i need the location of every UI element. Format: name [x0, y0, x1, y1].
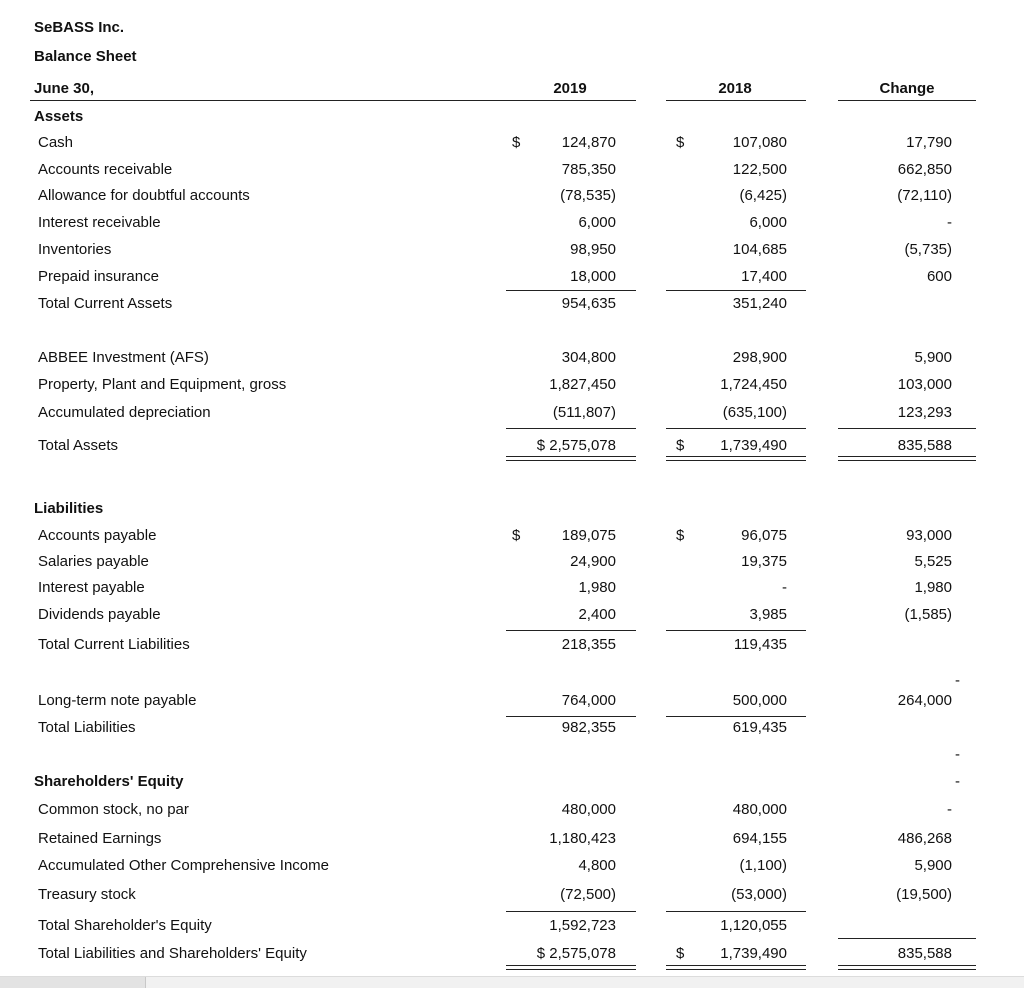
value-2019: 98,950	[570, 241, 616, 258]
value-2019: 189,075	[561, 527, 616, 544]
dollar-sign-2019: $	[512, 527, 521, 544]
value-change: 5,525	[914, 553, 952, 570]
value-2018: 480,000	[732, 801, 787, 818]
value-2019: 1,827,450	[549, 376, 616, 393]
subtotal-rule	[506, 716, 636, 717]
statement-title: Balance Sheet	[34, 48, 137, 65]
dollar-sign-2018: $	[676, 437, 685, 454]
section-heading-assets: Assets	[34, 108, 84, 125]
dollar-sign-2018: $	[676, 945, 685, 962]
value-2018: 1,120,055	[720, 917, 787, 934]
dollar-sign-2018: $	[676, 527, 685, 544]
value-change: -	[947, 801, 952, 818]
row-label: Total Current Liabilities	[38, 636, 190, 653]
value-change: (19,500)	[896, 886, 952, 903]
value-2019: 1,592,723	[549, 917, 616, 934]
subtotal-rule	[838, 938, 976, 939]
row-label: ABBEE Investment (AFS)	[38, 349, 209, 366]
total-double-rule	[838, 965, 976, 970]
column-header-2019: 2019	[553, 80, 587, 97]
value-2019: 218,355	[561, 636, 616, 653]
value-change: 17,790	[906, 134, 952, 151]
row-label: Cash	[38, 134, 74, 151]
row-label: Inventories	[38, 241, 112, 258]
value-change: 5,900	[914, 857, 952, 874]
company-name: SeBASS Inc.	[34, 19, 125, 36]
value-2019: 1,180,423	[549, 830, 616, 847]
value-2019: 18,000	[570, 268, 616, 285]
value-change: -	[947, 214, 952, 231]
value-change: 5,900	[914, 349, 952, 366]
value-2019: 1,980	[578, 579, 616, 596]
value-2018: 1,724,450	[720, 376, 787, 393]
value-2018: 17,400	[741, 268, 787, 285]
row-label: Total Assets	[38, 437, 119, 454]
row-label: Dividends payable	[38, 606, 161, 623]
value-2019: 785,350	[561, 161, 616, 178]
horizontal-scrollbar[interactable]	[0, 976, 1024, 988]
value-2018: (635,100)	[722, 404, 787, 421]
value-change: 835,588	[897, 437, 952, 454]
scrollbar-thumb[interactable]	[0, 977, 146, 988]
value-2019: (78,535)	[560, 187, 616, 204]
row-label: Accumulated Other Comprehensive Income	[38, 857, 329, 874]
total-double-rule	[666, 456, 806, 461]
value-change: (5,735)	[904, 241, 952, 258]
row-label: Total Current Assets	[38, 295, 173, 312]
header-rule	[506, 100, 636, 101]
row-label: Salaries payable	[38, 553, 149, 570]
total-double-rule	[506, 965, 636, 970]
row-label: Allowance for doubtful accounts	[38, 187, 250, 204]
value-2018: (53,000)	[731, 886, 787, 903]
row-label: Accounts payable	[38, 527, 157, 544]
value-2018: 694,155	[732, 830, 787, 847]
row-label: Long-term note payable	[38, 692, 197, 709]
stray-dash: -	[955, 746, 960, 763]
value-2018: 3,985	[749, 606, 787, 623]
value-2018: 119,435	[733, 636, 787, 653]
subtotal-rule	[666, 716, 806, 717]
value-2018: -	[782, 579, 787, 596]
row-label: Retained Earnings	[38, 830, 162, 847]
value-2018: 104,685	[732, 241, 787, 258]
value-2019: 304,800	[561, 349, 616, 366]
value-2019: $ 2,575,078	[536, 945, 616, 962]
value-2019: $ 2,575,078	[536, 437, 616, 454]
section-heading-liabilities: Liabilities	[34, 500, 104, 517]
value-2019: 6,000	[578, 214, 616, 231]
value-2018: 298,900	[732, 349, 787, 366]
dollar-sign-2019: $	[512, 134, 521, 151]
value-change: 662,850	[897, 161, 952, 178]
value-change: 103,000	[897, 376, 952, 393]
subtotal-rule	[506, 290, 636, 291]
column-header-change: Change	[879, 80, 935, 97]
row-label: Interest payable	[38, 579, 145, 596]
total-double-rule	[666, 965, 806, 970]
value-change: 93,000	[906, 527, 952, 544]
row-label: Treasury stock	[38, 886, 136, 903]
subtotal-rule	[506, 428, 636, 429]
total-double-rule	[838, 456, 976, 461]
row-label: Accounts receivable	[38, 161, 173, 178]
total-double-rule	[506, 456, 636, 461]
value-2019: (72,500)	[560, 886, 616, 903]
row-label: Common stock, no par	[38, 801, 189, 818]
subtotal-rule	[506, 911, 636, 912]
value-2019: 124,870	[561, 134, 616, 151]
value-2018: 1,739,490	[720, 945, 787, 962]
value-2018: 500,000	[732, 692, 787, 709]
value-2018: 122,500	[732, 161, 787, 178]
row-label: Total Liabilities and Shareholders' Equity	[38, 945, 307, 962]
header-rule	[838, 100, 976, 101]
value-change: 600	[926, 268, 952, 285]
section-heading-equity: Shareholders' Equity	[34, 773, 184, 790]
value-2018: 6,000	[749, 214, 787, 231]
stray-dash: -	[955, 773, 960, 790]
row-label: Accumulated depreciation	[38, 404, 211, 421]
subtotal-rule	[666, 428, 806, 429]
subtotal-rule	[506, 630, 636, 631]
value-2018: 1,739,490	[720, 437, 787, 454]
value-2019: 764,000	[561, 692, 616, 709]
row-label: Interest receivable	[38, 214, 161, 231]
value-2018: 619,435	[732, 719, 787, 736]
date-label: June 30,	[34, 80, 95, 97]
value-2018: 19,375	[741, 553, 787, 570]
value-2019: 2,400	[578, 606, 616, 623]
row-label: Property, Plant and Equipment, gross	[38, 376, 287, 393]
value-2019: 480,000	[561, 801, 616, 818]
header-rule	[666, 100, 806, 101]
row-label: Total Liabilities	[38, 719, 136, 736]
value-change: (1,585)	[904, 606, 952, 623]
dollar-sign-2018: $	[676, 134, 685, 151]
value-2018: (6,425)	[739, 187, 787, 204]
header-rule	[30, 100, 506, 101]
subtotal-rule	[666, 630, 806, 631]
value-change: 264,000	[897, 692, 952, 709]
row-label: Total Shareholder's Equity	[38, 917, 212, 934]
value-2019: 4,800	[578, 857, 616, 874]
value-change: 1,980	[914, 579, 952, 596]
value-2019: 982,355	[561, 719, 616, 736]
stray-dash: -	[955, 672, 960, 689]
value-2018: 351,240	[732, 295, 787, 312]
value-change: 123,293	[897, 404, 952, 421]
value-2018: 107,080	[732, 134, 787, 151]
value-2019: 954,635	[561, 295, 616, 312]
value-2018: 96,075	[741, 527, 787, 544]
row-label: Prepaid insurance	[38, 268, 159, 285]
value-2018: (1,100)	[739, 857, 787, 874]
subtotal-rule	[666, 911, 806, 912]
subtotal-rule	[666, 290, 806, 291]
value-change: 835,588	[897, 945, 952, 962]
column-header-2018: 2018	[718, 80, 752, 97]
value-change: (72,110)	[897, 187, 952, 204]
value-change: 486,268	[897, 830, 952, 847]
subtotal-rule	[838, 428, 976, 429]
value-2019: 24,900	[570, 553, 616, 570]
value-2019: (511,807)	[552, 404, 616, 421]
